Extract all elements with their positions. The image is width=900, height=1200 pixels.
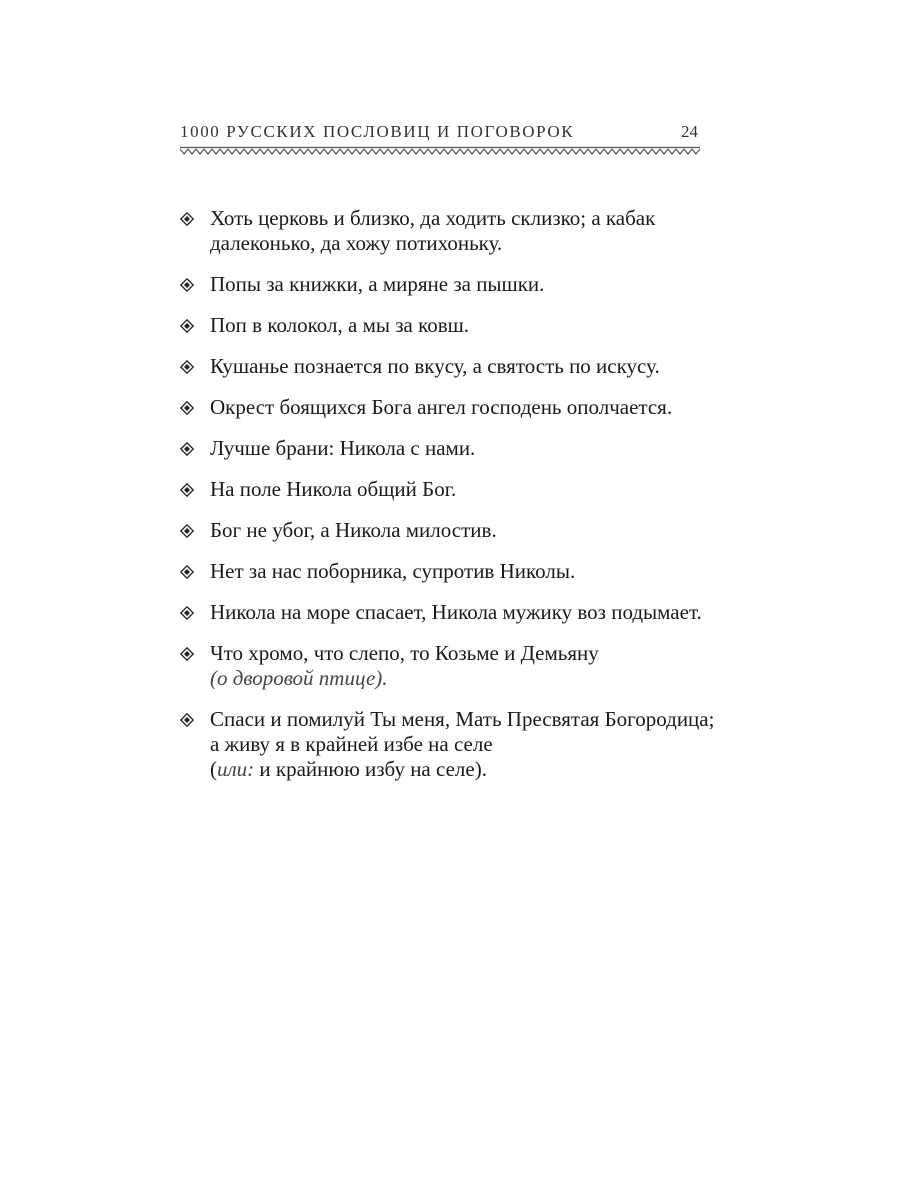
proverb-text: Никола на море спасает, Никола мужику воз подымает.	[210, 600, 702, 624]
diamond-bullet-icon	[180, 713, 194, 727]
proverb-text: Нет за нас поборника, супротив Николы.	[210, 559, 576, 583]
diamond-bullet-icon	[180, 360, 194, 374]
running-header	[180, 122, 700, 142]
proverb-text: Спаси и помилуй Ты меня, Мать Пресвятая Богородица; а живу я в крайней избе на селе	[210, 707, 715, 756]
proverb-text: Окрест боящихся Бога ангел господень ополчается.	[210, 395, 673, 419]
proverb-item	[180, 559, 720, 584]
proverb-item	[180, 395, 720, 420]
proverb-alt-open-paren: (	[210, 757, 217, 781]
proverb-item	[180, 354, 720, 379]
diamond-bullet-icon	[180, 606, 194, 620]
proverb-text: Что хромо, что слепо, то Козьме и Демьяну	[210, 641, 599, 665]
proverb-item	[180, 641, 720, 691]
proverb-text: Попы за книжки, а миряне за пышки.	[210, 272, 545, 296]
proverb-item	[180, 707, 720, 782]
proverb-item	[180, 600, 720, 625]
proverb-text: Хоть церковь и близко, да ходить склизко; а кабак далеконько, да хожу потихоньку.	[210, 206, 656, 255]
proverb-list	[180, 206, 720, 798]
proverb-note: (о дворовой птице).	[210, 666, 388, 690]
diamond-bullet-icon	[180, 319, 194, 333]
diamond-bullet-icon	[180, 401, 194, 415]
proverb-item	[180, 518, 720, 543]
diamond-bullet-icon	[180, 483, 194, 497]
page-number: 24	[681, 122, 698, 141]
proverb-text: Поп в колокол, а мы за ковш.	[210, 313, 470, 337]
proverb-text: На поле Никола общий Бог.	[210, 477, 457, 501]
diamond-bullet-icon	[180, 565, 194, 579]
diamond-bullet-icon	[180, 524, 194, 538]
proverb-item	[180, 272, 720, 297]
proverb-alt-label: или:	[217, 757, 255, 781]
diamond-bullet-icon	[180, 442, 194, 456]
diamond-bullet-icon	[180, 278, 194, 292]
diamond-bullet-icon	[180, 212, 194, 226]
proverb-alt-text: и крайнюю избу на селе).	[259, 757, 487, 781]
proverb-item	[180, 436, 720, 461]
header-title: 1000 РУССКИХ ПОСЛОВИЦ И ПОГОВОРОК	[180, 122, 575, 141]
diamond-bullet-icon	[180, 647, 194, 661]
proverb-text: Кушанье познается по вкусу, а святость по искусу.	[210, 354, 660, 378]
proverb-item	[180, 313, 720, 338]
proverb-text: Бог не убог, а Никола милостив.	[210, 518, 497, 542]
proverb-text: Лучше брани: Никола с нами.	[210, 436, 476, 460]
proverb-item	[180, 477, 720, 502]
proverb-item	[180, 206, 720, 256]
zigzag-rule	[180, 146, 700, 158]
